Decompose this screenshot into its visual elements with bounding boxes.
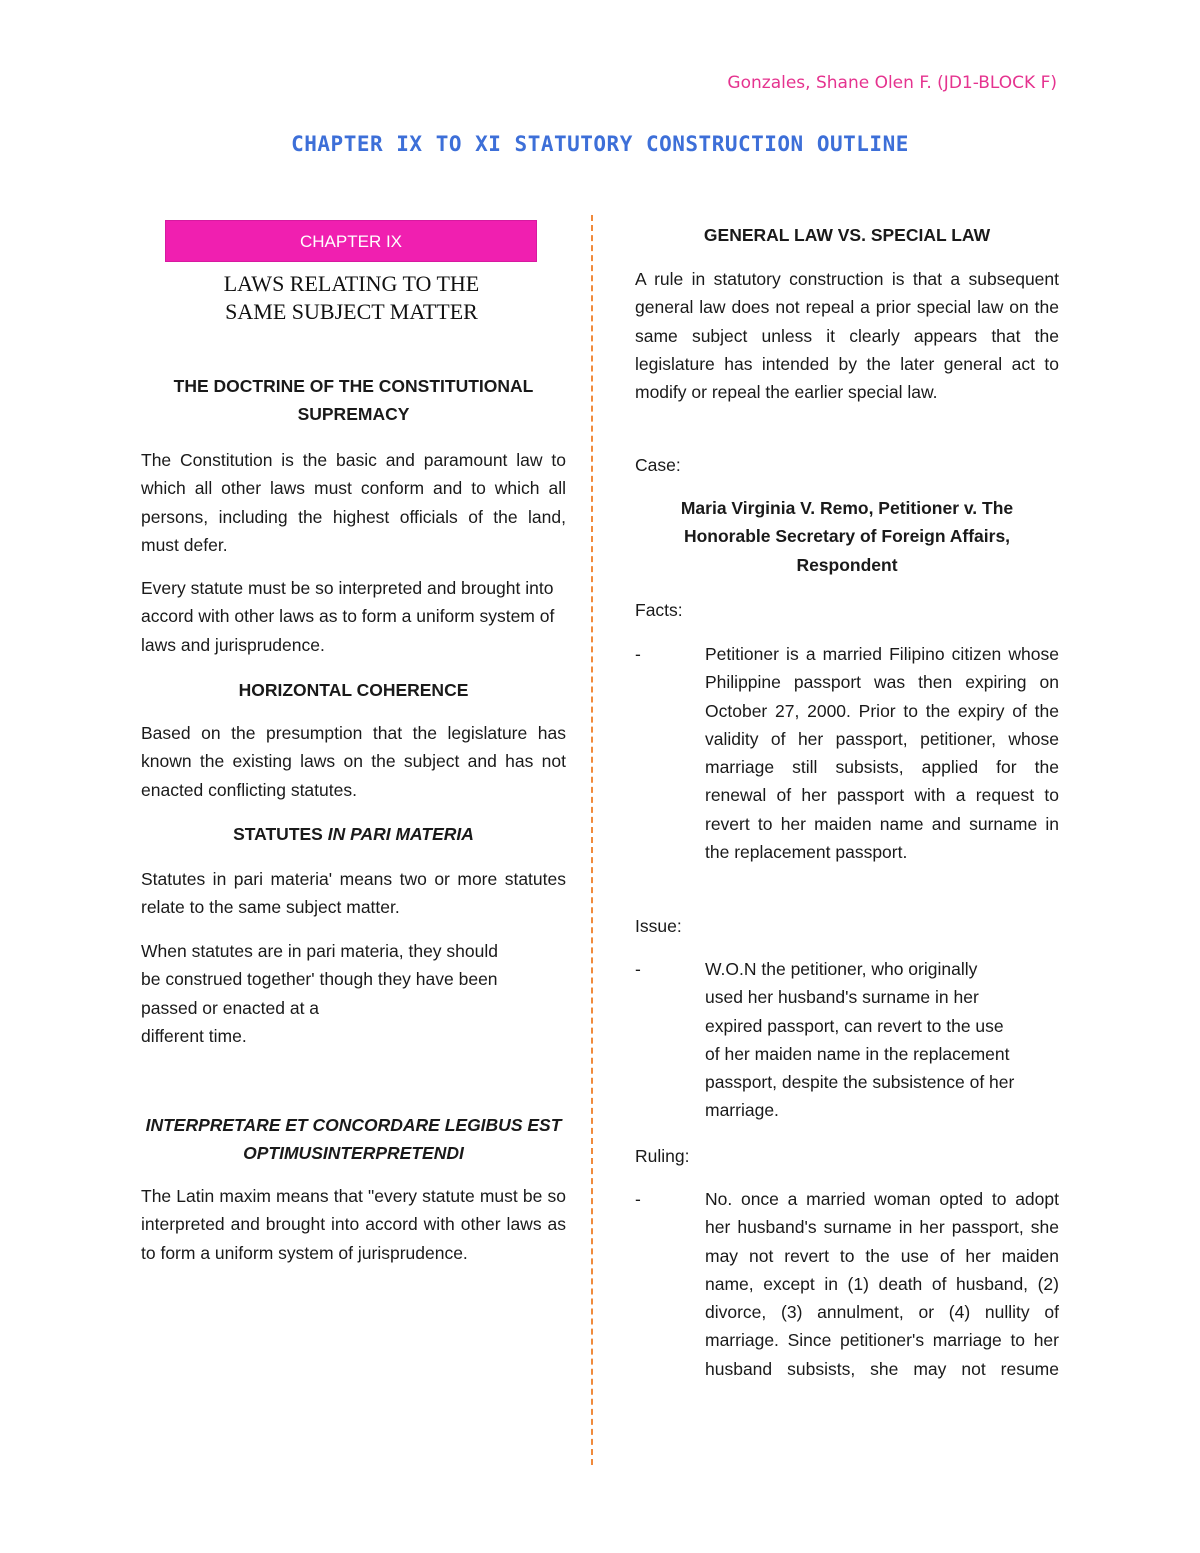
text-line: marriage.	[705, 1100, 779, 1121]
text-line: passport, despite the subsistence of her	[705, 1072, 1015, 1093]
chapter-badge: CHAPTER IX	[165, 220, 537, 262]
chapter-heading-line: SAME SUBJECT MATTER	[225, 299, 478, 324]
author-line: Gonzales, Shane Olen F. (JD1-BLOCK F)	[727, 73, 1057, 93]
general-law-paragraph: A rule in statutory construction is that a subsequent general law does not repeal a prior special law on the same subject unless it clearly appears that the legislature has intended by the later general act to modify or repeal the earlier special law.	[635, 269, 1059, 403]
text-line: W.O.N the petitioner, who originally	[705, 959, 978, 979]
ruling-label: Ruling:	[635, 1146, 690, 1166]
text-line: different time.	[141, 1025, 247, 1046]
bullet-dash: -	[635, 959, 641, 979]
facts-label: Facts:	[635, 600, 683, 620]
latin-heading-line: INTERPRETARE ET CONCORDARE LEGIBUS EST	[145, 1115, 562, 1135]
pari-materia-heading	[141, 820, 566, 848]
issue-text	[705, 955, 1059, 1125]
case-label: Case:	[635, 455, 681, 475]
text-line: passed or enacted at a	[141, 997, 320, 1018]
issue-label: Issue:	[635, 916, 682, 936]
horizontal-paragraph: Based on the presumption that the legislature has known the existing laws on the subject and has not enacted conflicting statutes.	[141, 723, 566, 800]
doctrine-paragraph: The Constitution is the basic and paramount law to which all other laws must conform and to which all persons, including the highest officials of the land, must defer.	[141, 450, 566, 555]
document-title: CHAPTER IX TO XI STATUTORY CONSTRUCTION OUTLINE	[291, 132, 909, 156]
pari-heading-italic: IN PARI MATERIA	[327, 824, 474, 844]
text-line: of her maiden name in the replacement	[705, 1043, 1010, 1064]
facts-text: Petitioner is a married Filipino citizen whose Philippine passport was then expiring on October 27, 2000. Prior to the expiry of the validity of her passport, petitioner, whose marriage still subsists, applied for the renewal of her passport with a request to revert to her maiden name and surname in the replacement passport.	[705, 644, 1059, 863]
doctrine-heading	[141, 372, 566, 429]
latin-maxim-heading	[141, 1111, 566, 1168]
text-line: expired passport, can revert to the use	[705, 1015, 1004, 1036]
doctrine-heading-line: SUPREMACY	[297, 404, 410, 425]
pari-materia-paragraph	[141, 937, 566, 1050]
case-title-line: Honorable Secretary of Foreign Affairs,	[683, 526, 1011, 547]
chapter-heading	[141, 270, 562, 326]
chapter-heading-line: LAWS RELATING TO THE	[223, 271, 480, 296]
horizontal-heading: HORIZONTAL COHERENCE	[238, 680, 469, 700]
bullet-dash: -	[635, 1189, 641, 1209]
doctrine-heading-line: THE DOCTRINE OF THE CONSTITUTIONAL	[173, 376, 534, 396]
doctrine-paragraph: Every statute must be so interpreted and brought into accord with other laws as to form a uniform system of laws and jurisprudence.	[141, 578, 555, 655]
text-line: When statutes are in pari materia, they should	[141, 941, 498, 961]
latin-maxim-paragraph: The Latin maxim means that "every statute must be so interpreted and brought into accord with other laws as to form a uniform system of jurisprudence.	[141, 1186, 566, 1263]
case-title	[635, 494, 1059, 579]
ruling-text: No. once a married woman opted to adopt her husband's surname in her passport, she may not revert to the use of her maiden name, except in (1) death of husband, (2) divorce, (3) annulment, or (4) nullity of marriage. Since petitioner's marriage to her husband subsists, she may not resume	[705, 1189, 1059, 1379]
pari-heading-text: STATUTES	[233, 824, 328, 844]
text-line: used her husband's surname in her	[705, 987, 979, 1008]
column-divider	[591, 215, 593, 1465]
text-line: be construed together' though they have been	[141, 969, 498, 990]
general-law-heading: GENERAL LAW VS. SPECIAL LAW	[703, 225, 991, 245]
pari-materia-paragraph: Statutes in pari materia' means two or more statutes relate to the same subject matter.	[141, 869, 566, 918]
case-title-line: Maria Virginia V. Remo, Petitioner v. The	[680, 498, 1014, 518]
case-title-line: Respondent	[796, 554, 898, 575]
latin-heading-line: OPTIMUSINTERPRETENDI	[243, 1143, 464, 1164]
bullet-dash: -	[635, 644, 641, 664]
